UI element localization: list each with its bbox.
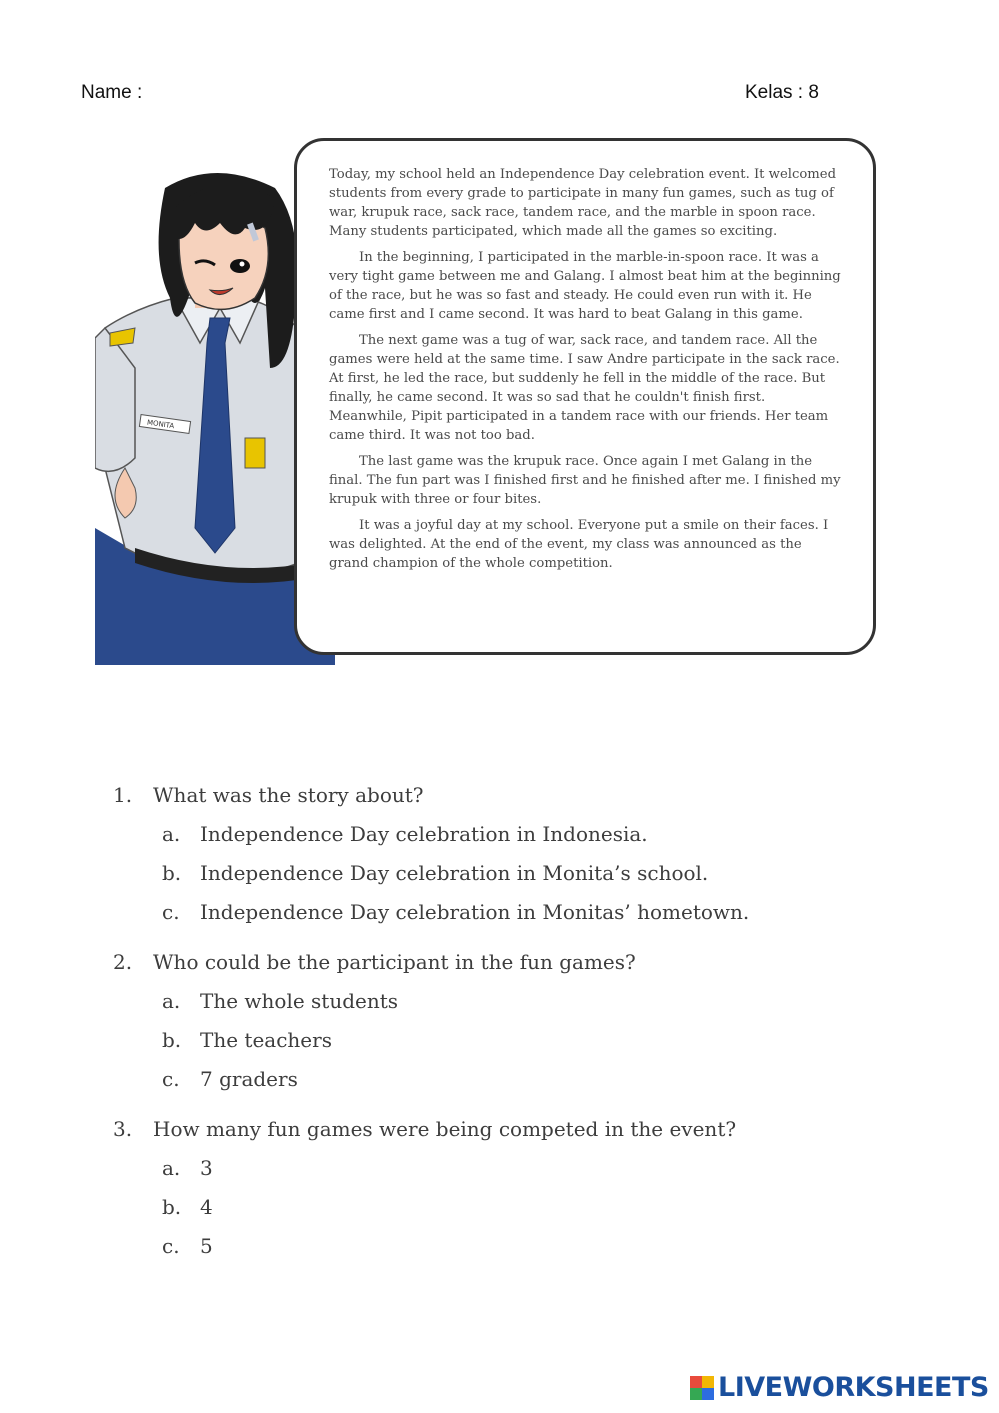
answer-option[interactable]	[113, 1059, 913, 1098]
option-text: The whole students	[200, 988, 399, 1013]
option-letter: c.	[162, 899, 180, 924]
answer-option[interactable]	[113, 1226, 913, 1265]
question-3	[113, 1110, 913, 1265]
answer-option[interactable]	[113, 892, 913, 931]
story-paragraph: The next game was a tug of war, sack race, and tandem race. All the games were held at the same time. I saw Andre participate in the sack race. At first, he led the race, but suddenly he fell in the middle of the race. But finally, he came second. It was so sad that he couldn't finish first. Meanwhile, Pipit participated in a tandem race with our friends. Her team came third. It was not too bad.	[329, 333, 840, 443]
answer-option[interactable]	[113, 814, 913, 853]
option-text: 5	[200, 1233, 213, 1258]
story-paragraph: Today, my school held an Independence Day celebration event. It welcomed students from every grade to participate in many fun games, such as tug of war, krupuk race, sack race, tandem race, and the marble in spoon race. Many students participated, which made all the games so exciting.	[329, 167, 837, 239]
option-letter: b.	[162, 1027, 182, 1052]
option-letter: b.	[162, 1194, 182, 1219]
story-paragraph: It was a joyful day at my school. Everyone put a smile on their faces. I was delighted. At the end of the event, my class was announced as the grand champion of the whole competition.	[329, 518, 829, 571]
story-paragraph: In the beginning, I participated in the marble-in-spoon race. It was a very tight game between me and Galang. I almost beat him at the beginning of the race, but he was so fast and steady. He could even run with it. He came first and I came second. It was hard to beat Galang in this game.	[329, 250, 841, 322]
class-label: Kelas : 8	[745, 82, 819, 103]
option-letter: b.	[162, 860, 182, 885]
name-tag-text: MONITA	[146, 418, 175, 431]
option-letter: a.	[162, 988, 181, 1013]
option-letter: a.	[162, 1155, 181, 1180]
option-text: The teachers	[200, 1027, 332, 1052]
option-letter: a.	[162, 821, 181, 846]
question-text: How many fun games were being competed in the event?	[153, 1117, 737, 1141]
option-text: Independence Day celebration in Monitas’ hometown.	[200, 899, 750, 924]
answer-option[interactable]	[113, 1187, 913, 1226]
question-number: 2.	[113, 950, 133, 974]
option-text: 4	[200, 1194, 213, 1219]
liveworksheets-logo[interactable]	[690, 1372, 989, 1403]
question-number: 3.	[113, 1117, 133, 1141]
answer-option[interactable]	[113, 1148, 913, 1187]
question-number: 1.	[113, 783, 133, 807]
story-paragraph: The last game was the krupuk race. Once again I met Galang in the final. The fun part was I finished first and he finished after me. I finished my krupuk with three or four bites.	[329, 454, 841, 507]
answer-option[interactable]	[113, 853, 913, 892]
option-text: 7 graders	[200, 1066, 298, 1091]
name-label: Name :	[81, 82, 143, 103]
option-letter: c.	[162, 1233, 180, 1258]
question-2	[113, 943, 913, 1098]
logo-text: LIVEWORKSHEETS	[718, 1372, 989, 1403]
answer-option[interactable]	[113, 981, 913, 1020]
answer-option[interactable]	[113, 1020, 913, 1059]
option-text: Independence Day celebration in Indonesia.	[200, 821, 648, 846]
option-text: Independence Day celebration in Monita’s school.	[200, 860, 709, 885]
question-list	[113, 776, 913, 1277]
option-letter: c.	[162, 1066, 180, 1091]
logo-grid-icon	[690, 1376, 714, 1400]
story-text-box	[294, 138, 876, 655]
question-1	[113, 776, 913, 931]
option-text: 3	[200, 1155, 213, 1180]
question-text: What was the story about?	[153, 783, 424, 807]
question-text: Who could be the participant in the fun games?	[153, 950, 636, 974]
